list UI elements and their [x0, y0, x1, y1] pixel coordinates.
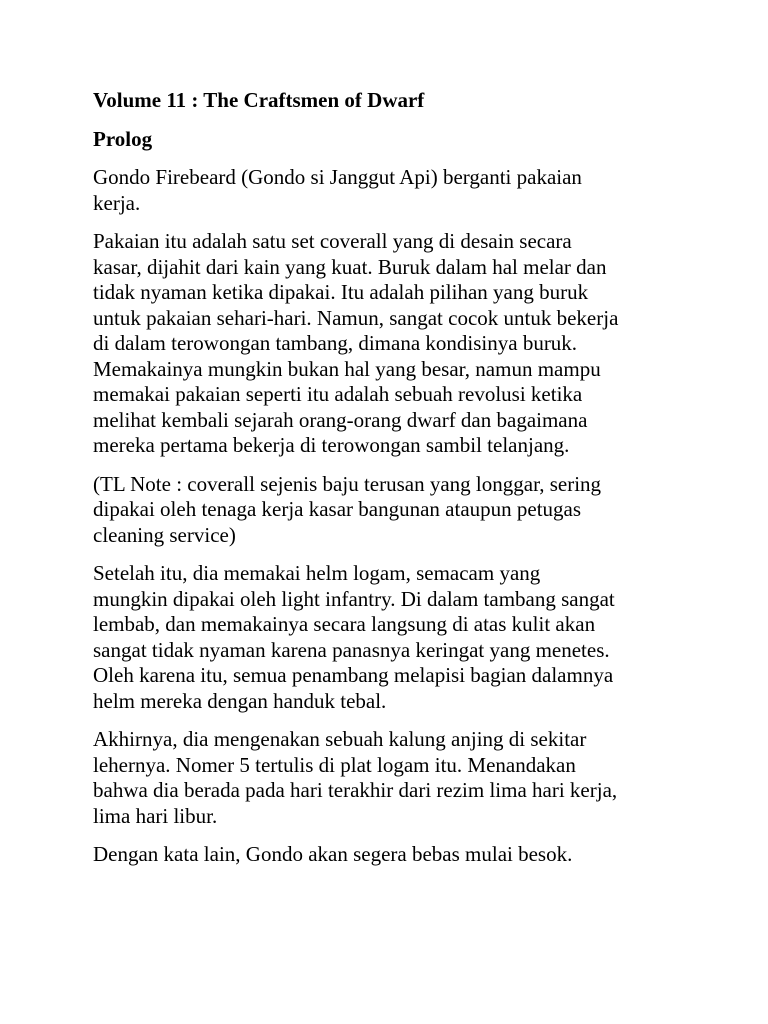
volume-title: Volume 11 : The Craftsmen of Dwarf	[93, 88, 425, 112]
document-page	[93, 88, 683, 881]
paragraph-2	[93, 229, 683, 459]
paragraph-line: untuk pakaian sehari-hari. Namun, sangat cocok untuk bekerja	[93, 305, 619, 330]
paragraph-line: (TL Note : coverall sejenis baju terusan yang longgar, sering	[93, 471, 602, 496]
paragraph-line: memakai pakaian seperti itu adalah sebuah revolusi ketika	[93, 382, 583, 406]
paragraph-line: Setelah itu, dia memakai helm logam, semacam yang	[93, 561, 541, 585]
paragraph-line: mereka pertama bekerja di terowongan sambil telanjang.	[93, 433, 570, 457]
paragraph-line: helm mereka dengan handuk tebal.	[93, 688, 387, 713]
paragraph-line: lembab, dan memakainya secara langsung di atas kulit akan	[93, 612, 596, 636]
paragraph-line: lehernya. Nomer 5 tertulis di plat logam itu. Menandakan	[93, 752, 576, 777]
paragraph-line: Dengan kata lain, Gondo akan segera bebas mulai besok.	[93, 842, 573, 866]
paragraph-line: Oleh karena itu, semua penambang melapisi bagian dalamnya	[93, 663, 614, 687]
paragraph-5	[93, 727, 683, 829]
paragraph-line: dipakai oleh tenaga kerja kasar bangunan ataupun petugas	[93, 497, 582, 521]
paragraph-line: mungkin dipakai oleh light infantry. Di dalam tambang sangat	[93, 586, 615, 611]
paragraph-line: tidak nyaman ketika dipakai. Itu adalah pilihan yang buruk	[93, 280, 589, 304]
paragraph-line: Gondo Firebeard (Gondo si Janggut Api) berganti pakaian	[93, 165, 582, 189]
paragraph-line: Akhirnya, dia mengenakan sebuah kalung anjing di sekitar	[93, 727, 587, 751]
paragraph-line: melihat kembali sejarah orang-orang dwarf dan bagaimana	[93, 407, 588, 432]
paragraph-line: di dalam terowongan tambang, dimana kondisinya buruk.	[93, 331, 578, 355]
paragraph-line: Pakaian itu adalah satu set coverall yang di desain secara	[93, 229, 572, 253]
paragraph-line: kasar, dijahit dari kain yang kuat. Buruk dalam hal melar dan	[93, 254, 607, 279]
paragraph-line: Memakainya mungkin bukan hal yang besar, namun mampu	[93, 356, 601, 381]
paragraph-6	[93, 842, 683, 868]
tl-note-paragraph	[93, 472, 683, 549]
paragraph-line: kerja.	[93, 190, 141, 215]
paragraph-4	[93, 561, 683, 714]
paragraph-line: cleaning service)	[93, 522, 236, 547]
section-title: Prolog	[93, 126, 153, 151]
paragraph-line: bahwa dia berada pada hari terakhir dari rezim lima hari kerja,	[93, 778, 618, 802]
paragraph-1	[93, 165, 683, 216]
paragraph-line: sangat tidak nyaman karena panasnya keringat yang menetes.	[93, 637, 610, 662]
paragraph-line: lima hari libur.	[93, 803, 218, 828]
